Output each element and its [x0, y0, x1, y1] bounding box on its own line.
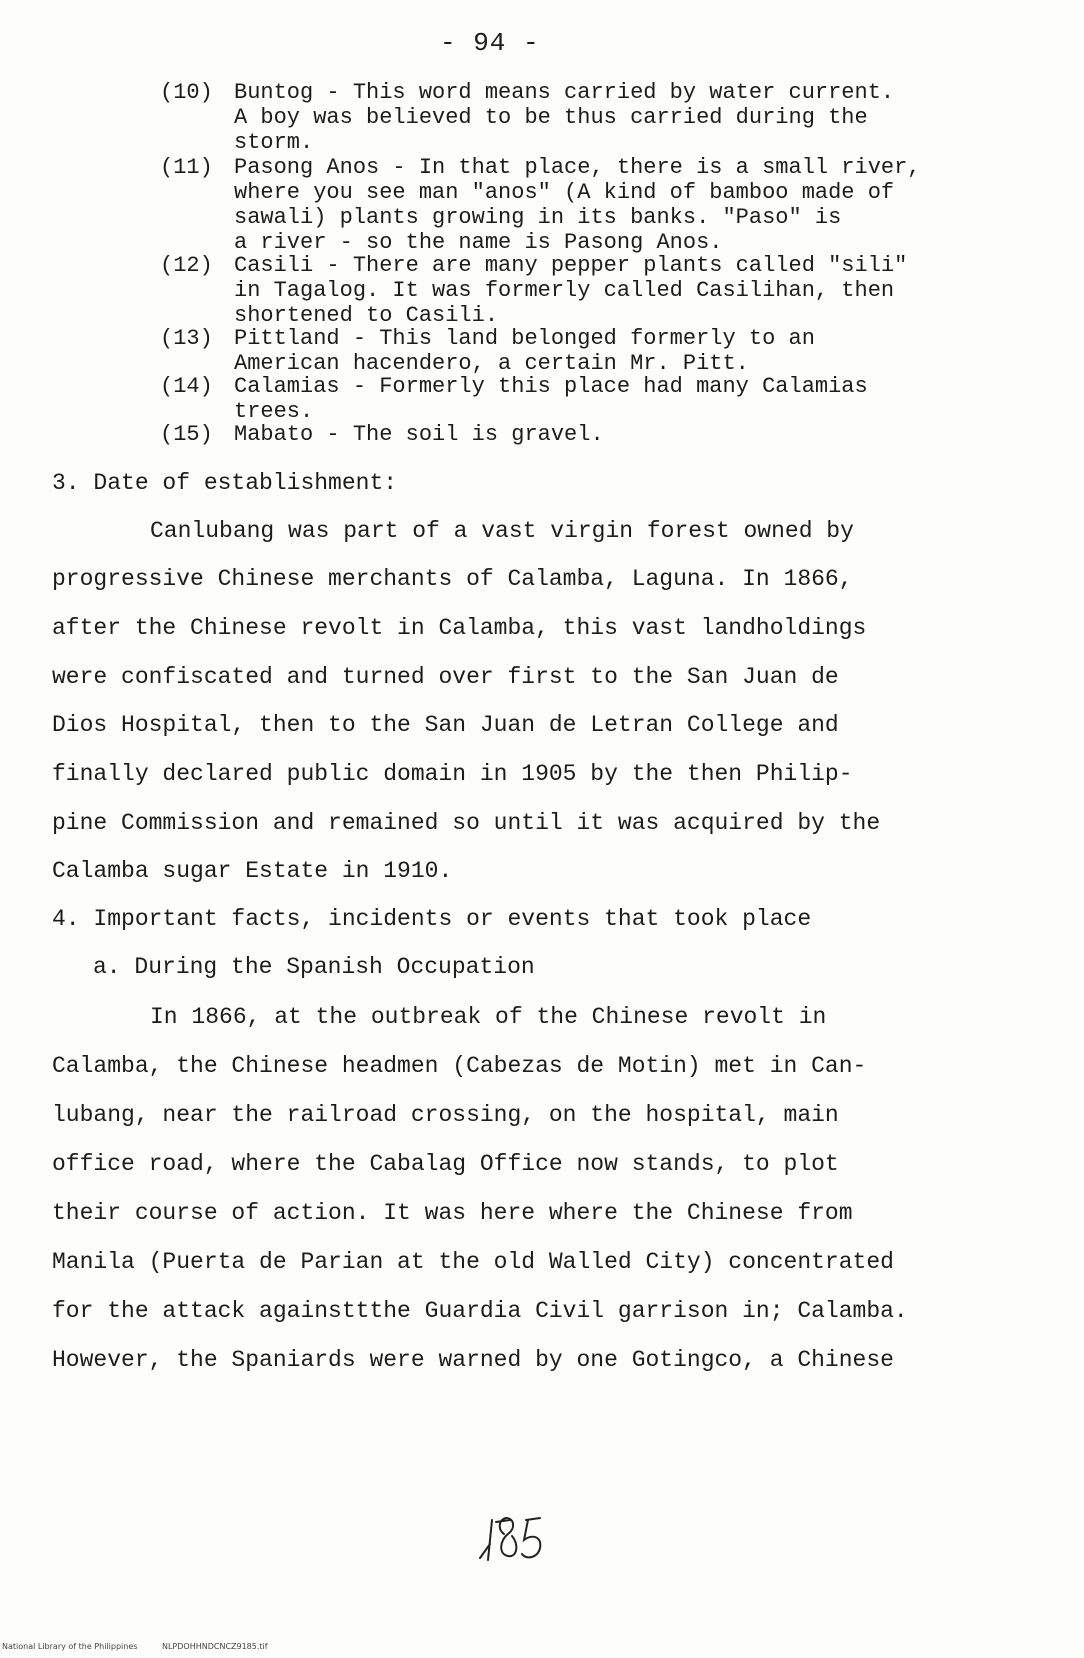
paragraph-line: their course of action. It was here where the Chinese from	[52, 1200, 853, 1226]
paragraph-line: In 1866, at the outbreak of the Chinese revolt in	[150, 1004, 827, 1030]
handwritten-number	[476, 1500, 566, 1570]
footer-library: National Library of the Philippines	[2, 1642, 138, 1651]
paragraph-line: progressive Chinese merchants of Calamba, Laguna. In 1866,	[52, 566, 853, 592]
document-page: - 94 - (10) Buntog - This word means carried by water current. A boy was believed to be thus carried during the storm. (11) Pasong Anos - In that place, there is a small river, where you see man "anos" (A kind of bamboo made of sawali) plants growing in its banks. "Paso" is a river - so the name is Pasong Anos. (12) Casili - There are many pepper plants called "sili" in Tagalog. It was formerly called Casilihan, then shortened to Casili. (13) Pittland - This land belonged formerly to an American hacendero, a certain Mr. Pitt. (14) Calamias - Formerly this place had many Calamias trees. (15) Mabato - The soil is gravel. 3. Date of establishment: Canlubang was part of a vast virgin forest owned by progressive Chinese merchants of Calamba, Laguna. In 1866, after the Chinese revolt in Calamba, this vast landholdings were confiscated and turned over first to the San Juan de Dios Hospital, then to the San Juan de Letran College and finally declared public domain in 1905 by the then Philip- pine Commission and remained so until it was acquired by the Calamba sugar Estate in 1910. 4. Important facts, incidents or events that took place a. During the Spanish Occupation In 1866, at the outbreak of the Chinese revolt in Calamba, the Chinese headmen (Cabezas de Motin) met in Can- lubang, near the railroad crossing, on the hospital, main office road, where the Cabalag Office now stands, to plot their course of action. It was here where the Chinese from Manila (Puerta de Parian at the old Walled City) concentrated for the attack againsttthe Guardia Civil garrison in; Calamba. However, the Spaniards were warned by one Gotingco, a Chinese National Library of the Philippines NLPDOHHNDCNCZ9185.tif	[0, 0, 1084, 1658]
paragraph-line: Manila (Puerta de Parian at the old Walled City) concentrated	[52, 1249, 894, 1275]
subsection-heading: a. During the Spanish Occupation	[93, 954, 535, 980]
footer-filename: NLPDOHHNDCNCZ9185.tif	[161, 1642, 268, 1651]
paragraph-line: office road, where the Cabalag Office now stands, to plot	[52, 1151, 839, 1177]
page-number: - 94 -	[440, 28, 540, 58]
paragraph-line: were confiscated and turned over first to the San Juan de	[52, 664, 839, 690]
paragraph-line: finally declared public domain in 1905 by the then Philip-	[52, 761, 853, 787]
paragraph-line: Calamba sugar Estate in 1910.	[52, 858, 453, 884]
scan-footer	[2, 1642, 290, 1651]
paragraph-line: Dios Hospital, then to the San Juan de Letran College and	[52, 712, 839, 738]
paragraph-line: pine Commission and remained so until it was acquired by the	[52, 810, 881, 836]
section-heading: 3. Date of establishment:	[52, 470, 398, 496]
paragraph-line: However, the Spaniards were warned by one Gotingco, a Chinese	[52, 1347, 894, 1373]
paragraph-line: for the attack againsttthe Guardia Civil garrison in; Calamba.	[52, 1298, 908, 1324]
paragraph-line: after the Chinese revolt in Calamba, this vast landholdings	[52, 615, 867, 641]
paragraph-line: Canlubang was part of a vast virgin forest owned by	[150, 518, 854, 544]
section-heading: 4. Important facts, incidents or events that took place	[52, 906, 812, 932]
paragraph-line: Calamba, the Chinese headmen (Cabezas de Motin) met in Can-	[52, 1053, 867, 1079]
paragraph-line: lubang, near the railroad crossing, on the hospital, main	[52, 1102, 839, 1128]
